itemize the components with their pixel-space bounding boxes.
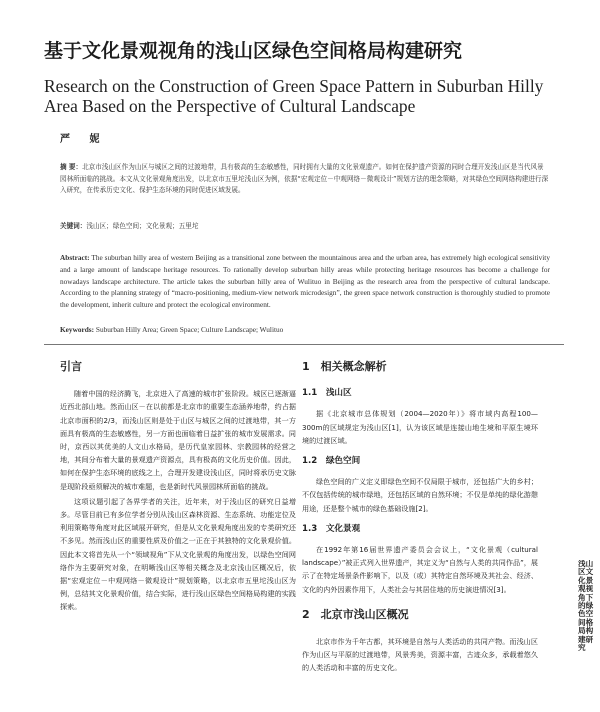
section-1-2-heading: 1.2 绿色空间 xyxy=(302,456,361,467)
section-1-3-heading: 1.3 文化景观 xyxy=(302,523,361,534)
section-2-paragraph: 北京市作为千年古都，其环境是自然与人类活动的共同产物。而浅山区作为山区与平原的过渡地带，风景秀美，资源丰富，古迹众多，承载着悠久的人类活动和丰富的历史文化。 xyxy=(302,637,538,673)
intro-paragraph-1: 随着中国的经济腾飞，北京进入了高速的城市扩张阶段。城区已逐渐逼近西北部山地。然而山区－在以前都是北京市的重要生态涵养地带，约占据北京市面积的2/3，而浅山区则是处于山区与城区之间的过渡地带，其一方面具有极高的生态敏感性，另一方面也面临着日益扩张的城市发展需求。同时，京西以其优美的人文山水格局，是历代皇家园林、宗教园林的经营之地，其间分布着大量的景观遗产资源点，具有极高的文化历史价值。因此，如何在保护生态环境的底线之上，合理开发建设浅山区，同时将承历史文脉是现阶段亟须解决的城市难题，也是新时代风景园林所面临的挑战。 xyxy=(60,389,296,491)
abstract-english-text: The suburban hilly area of western Beijing as a transitional zone between the mountainous area and the urban area, has extremely high ecological sensitivity and a large amount of landscape heritage resources. To rationally develop suburban hilly areas while protecting heritage resources has become a challenge for nowadays landscape architecture. The article takes the suburban hilly area of Wulituo in Beijing as the research area from the perspective of cultural landscape. According to the planning strategy of “macro-positioning, medium-view network microdesign”, the green space network construction is thoroughly studied to promote the development, inherit culture and protect the ecological environment. xyxy=(60,253,550,310)
keywords-chinese-text: 浅山区；绿色空间；文化景观；五里坨 xyxy=(86,222,199,230)
keywords-chinese xyxy=(60,220,550,230)
section-divider xyxy=(44,344,564,345)
keywords-english-label: Keywords: xyxy=(60,325,95,334)
section-1-3-paragraph: 在1992年第16届世界遗产委员会会议上，“文化景观（cultural landscape）”被正式列入世界遗产，其定义为“自然与人类的共同作品”，展示了在特定场景条件影响下，以及（或）其特定自然环境及其社会、经济、文化的内外因素作用下，人类社会与其居住地的历史演进情况[3]。 xyxy=(302,545,538,594)
abstract-english xyxy=(60,252,550,311)
intro-heading: 引言 xyxy=(60,360,82,373)
keywords-english-text: Suburban Hilly Area; Green Space; Culture Landscape; Wulituo xyxy=(95,325,284,334)
title-english: Research on the Construction of Green Space Pattern in Suburban Hilly Area Based on the Perspective of Cultural Landscape xyxy=(44,76,544,116)
keywords-chinese-label: 关键词： xyxy=(60,222,87,230)
section-2-heading: 2 北京市浅山区概况 xyxy=(302,607,409,621)
abstract-chinese-text: 北京市浅山区作为山区与城区之间的过渡地带，具有极高的生态敏感性，同时拥有大量的文化景观遗产。如何在保护遗产资源的同时合理开发浅山区是当代风景园林所面临的挑战。本文从文化景观角度出发，以北京市五里坨浅山区为例，依据“宏观定位－中观网络－微观设计”规划方法的理念策略，对其绿色空间网络构建进行深入研究，在传承历史文化、保护生态环境的同时促进区域发展。 xyxy=(60,163,549,195)
section-1-heading: 1 相关概念解析 xyxy=(302,360,387,373)
column-left xyxy=(60,360,296,616)
intro-paragraph-2: 这项议题引起了各界学者的关注，近年来，对于浅山区的研究日益增多。尽管目前已有多位学者分别从浅山区森林资源、生态系统、功能定位及利用策略等角度对此区域展开研究，但是从文化景观角度出发的专类研究还不多见。然而浅山区的重要性质及价值之一正在于其独特的文化景观价值。因此本文将首先从一个“领域视角”下从文化景观的角度出发，以绿色空间网络作为主要研究对象，在明晰浅山区等相关概念及北京浅山区概况后，依据“宏观定位－中观网络－微观设计”规划策略，以北京市五里坨浅山区为例，总结其文化景观价值，结合实际，进行浅山区绿色空间格局构建的实践探索。 xyxy=(60,496,296,612)
abstract-chinese xyxy=(60,162,550,197)
column-right xyxy=(302,360,538,677)
abstract-english-label: Abstract: xyxy=(60,253,90,262)
title-chinese: 基于文化景观视角的浅山区绿色空间格局构建研究 xyxy=(44,40,463,62)
section-1-2-paragraph: 绿色空间的广义定义即绿色空间不仅局限于城市，还包括广大的乡村；不仅包括传统的城市绿地，还包括区域的自然环境；不仅是单纯的绿化游憩用途，还是整个城市的绿色基础设施[2]。 xyxy=(302,477,538,513)
section-1-1-paragraph: 据《北京城市总体规划（2004—2020年）》将市域内高程100—300m的区域规定为浅山区[1]，认为该区域是连接山地生境和平原生境环境的过渡区域。 xyxy=(302,409,538,445)
abstract-chinese-label: 摘 要： xyxy=(60,163,83,171)
side-running-title: 浅山区文化景观视角下的绿色空间格局构建研究 xyxy=(578,560,594,653)
section-1-1-heading: 1.1 浅山区 xyxy=(302,388,352,399)
keywords-english xyxy=(60,325,550,334)
author: 严 妮 xyxy=(60,134,108,145)
